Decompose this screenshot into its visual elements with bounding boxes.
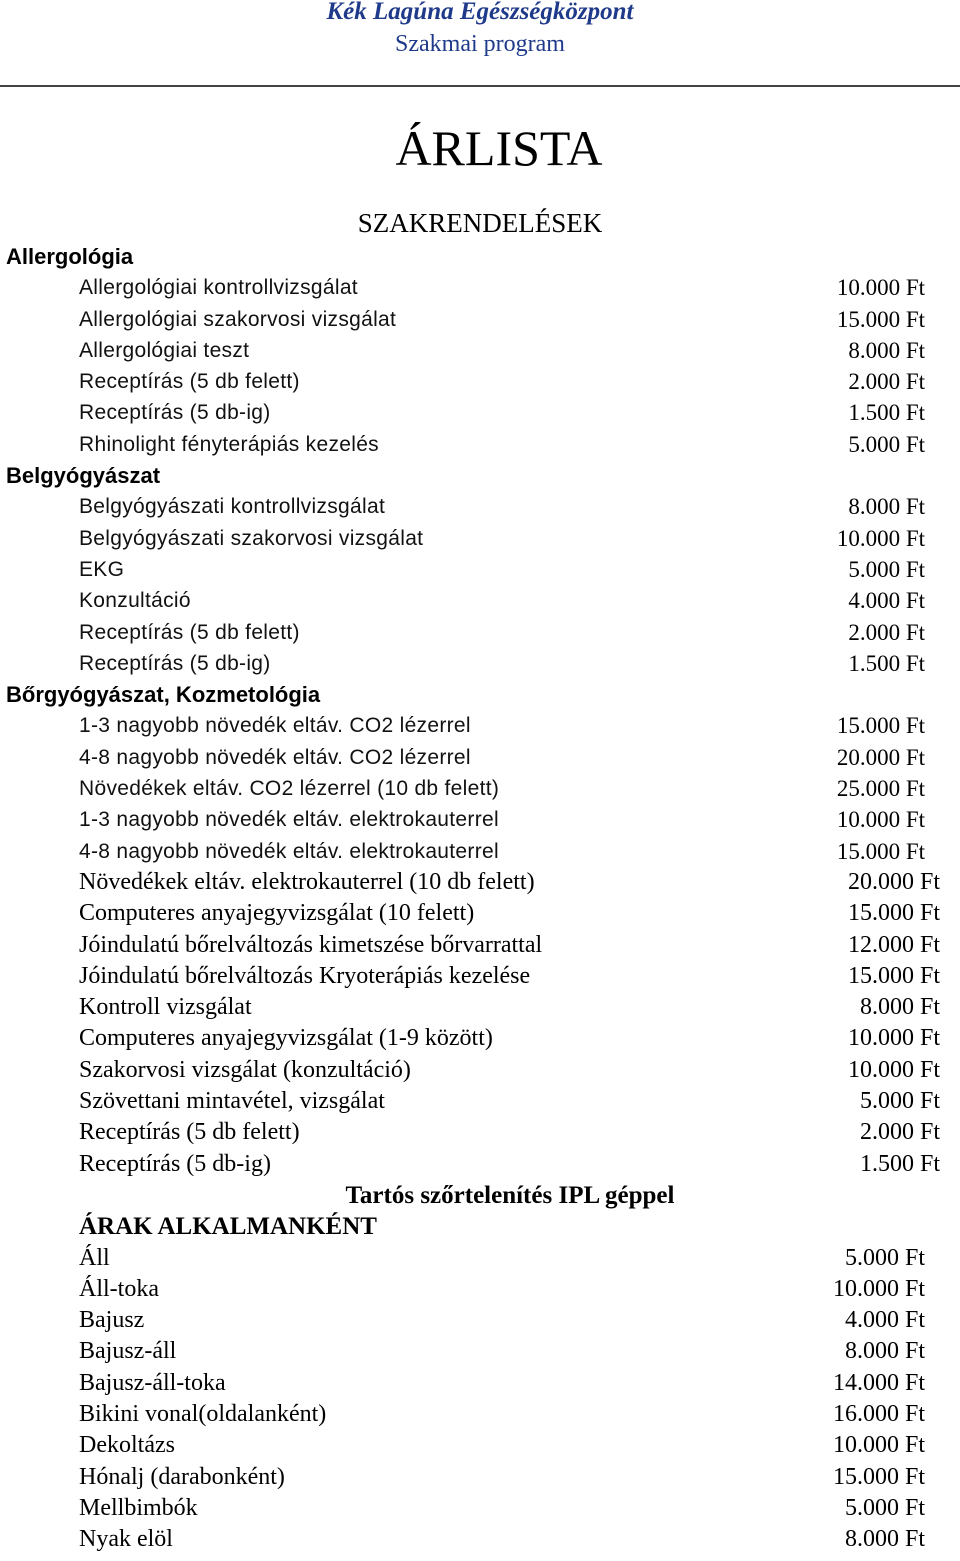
service-name: Receptírás (5 db-ig) (79, 651, 271, 675)
service-price: 10.000 Ft (832, 1432, 925, 1459)
price-row (0, 930, 960, 961)
organization-name: Kék Lagúna Egészségközpont (326, 0, 634, 25)
service-name: 4-8 nagyobb növedék eltáv. CO2 lézerrel (79, 745, 471, 769)
service-name: Computeres anyajegyvizsgálat (10 felett) (79, 900, 475, 927)
service-name: Receptírás (5 db felett) (79, 620, 300, 644)
service-price: 25.000 Ft (836, 776, 925, 802)
price-row (0, 1493, 960, 1524)
program-name: Szakmai program (395, 31, 565, 57)
price-row (0, 1399, 960, 1430)
service-name: 4-8 nagyobb növedék eltáv. elektrokauterrel (79, 839, 499, 863)
service-name: Kontroll vizsgálat (79, 994, 252, 1021)
service-name: Computeres anyajegyvizsgálat (1-9 között) (79, 1025, 493, 1052)
category-name: Allergológia (6, 244, 134, 269)
service-name: Mellbimbók (79, 1494, 198, 1521)
service-price: 2.000 Ft (848, 369, 925, 395)
price-row (0, 1430, 960, 1461)
service-name: Hónalj (darabonként) (79, 1463, 285, 1490)
price-row (0, 1117, 960, 1148)
service-name: 1-3 nagyobb növedék eltáv. elektrokauterrel (79, 808, 499, 832)
document-header (0, 0, 960, 59)
service-name: EKG (79, 557, 125, 581)
service-price: 20.000 Ft (847, 868, 940, 895)
service-price: 1.500 Ft (859, 1150, 940, 1177)
price-row (0, 961, 960, 992)
service-name: Jóindulatú bőrelváltozás Kryoterápiás kezelése (79, 962, 531, 989)
service-name: Bajusz-áll (79, 1338, 177, 1365)
service-price: 10.000 Ft (847, 1056, 940, 1083)
price-row (0, 1305, 960, 1336)
service-name: Dekoltázs (79, 1432, 175, 1459)
header-divider (0, 85, 960, 87)
price-row (0, 1243, 960, 1274)
service-name: Bajusz-áll-toka (79, 1369, 226, 1396)
service-name: Rhinolight fényterápiás kezelés (79, 432, 379, 456)
service-price: 10.000 Ft (836, 525, 925, 551)
price-row (0, 304, 960, 335)
service-price: 5.000 Ft (848, 556, 925, 582)
price-row (0, 1524, 960, 1555)
service-price: 10.000 Ft (847, 1025, 940, 1052)
page-title: ÁRLISTA (395, 120, 603, 176)
service-price: 2.000 Ft (848, 619, 925, 645)
service-price: 14.000 Ft (832, 1369, 925, 1396)
service-price: 10.000 Ft (832, 1275, 925, 1302)
price-row (0, 648, 960, 679)
service-price: 8.000 Ft (844, 1526, 925, 1553)
service-name: Receptírás (5 db felett) (79, 370, 300, 394)
service-price: 15.000 Ft (847, 962, 940, 989)
price-row (0, 867, 960, 898)
category-heading (0, 241, 960, 272)
service-name: Növedékek eltáv. CO2 lézerrel (10 db felett) (79, 777, 500, 801)
category-heading (0, 1211, 960, 1242)
service-name: Növedékek eltáv. elektrokauterrel (10 db felett) (79, 868, 535, 895)
category-name: ÁRAK ALKALMANKÉNT (79, 1213, 377, 1241)
price-row (0, 1368, 960, 1399)
category-heading (0, 1180, 960, 1211)
price-row (0, 773, 960, 804)
price-row (0, 523, 960, 554)
service-price: 4.000 Ft (848, 588, 925, 614)
service-price: 15.000 Ft (847, 900, 940, 927)
service-price: 20.000 Ft (836, 744, 925, 770)
price-row (0, 992, 960, 1023)
category-heading (0, 679, 960, 710)
price-row (0, 1149, 960, 1180)
price-row (0, 1086, 960, 1117)
price-row (0, 554, 960, 585)
price-row (0, 804, 960, 835)
service-price: 1.500 Ft (848, 400, 925, 426)
service-name: Receptírás (5 db felett) (79, 1119, 300, 1146)
service-price: 15.000 Ft (832, 1463, 925, 1490)
service-name: Áll (79, 1244, 110, 1271)
price-row (0, 272, 960, 303)
service-price: 10.000 Ft (836, 275, 925, 301)
service-name: Szövettani mintavétel, vizsgálat (79, 1088, 385, 1115)
price-row (0, 429, 960, 460)
service-name: Allergológiai szakorvosi vizsgálat (79, 307, 397, 331)
price-row (0, 335, 960, 366)
service-price: 16.000 Ft (832, 1400, 925, 1427)
service-price: 5.000 Ft (859, 1088, 940, 1115)
category-name: Belgyógyászat (6, 463, 161, 489)
price-row (0, 1055, 960, 1086)
service-name: Receptírás (5 db-ig) (79, 401, 271, 425)
service-name: Szakorvosi vizsgálat (konzultáció) (79, 1056, 411, 1083)
price-row (0, 836, 960, 867)
service-name: Allergológiai teszt (79, 338, 250, 362)
service-price: 5.000 Ft (844, 1244, 925, 1271)
service-name: 1-3 nagyobb növedék eltáv. CO2 lézerrel (79, 714, 471, 738)
service-price: 2.000 Ft (859, 1119, 940, 1146)
price-row (0, 491, 960, 522)
service-name: Konzultáció (79, 589, 191, 613)
service-name: Nyak elöl (79, 1526, 173, 1553)
service-price: 8.000 Ft (848, 337, 925, 363)
price-row (0, 1462, 960, 1493)
service-price: 8.000 Ft (844, 1338, 925, 1365)
price-row (0, 898, 960, 929)
service-name: Receptírás (5 db-ig) (79, 1150, 271, 1177)
service-name: Allergológiai kontrollvizsgálat (79, 276, 358, 300)
price-row (0, 585, 960, 616)
category-name: Tartós szőrtelenítés IPL géppel (345, 1181, 675, 1209)
service-price: 4.000 Ft (844, 1307, 925, 1334)
service-price: 1.500 Ft (848, 650, 925, 676)
service-name: Áll-toka (79, 1275, 159, 1302)
service-price: 15.000 Ft (836, 838, 925, 864)
price-row (0, 1274, 960, 1305)
service-price: 12.000 Ft (847, 931, 940, 958)
service-price: 8.000 Ft (859, 994, 940, 1021)
price-list (0, 241, 960, 1555)
price-row (0, 1023, 960, 1054)
section-title: SZAKRENDELÉSEK (357, 208, 603, 238)
price-row (0, 710, 960, 741)
price-row (0, 1336, 960, 1367)
category-name: Bőrgyógyászat, Kozmetológia (6, 682, 321, 708)
price-row (0, 397, 960, 428)
service-name: Bajusz (79, 1307, 145, 1334)
service-name: Belgyógyászati kontrollvizsgálat (79, 495, 386, 519)
price-row (0, 742, 960, 773)
service-name: Belgyógyászati szakorvosi vizsgálat (79, 526, 424, 550)
service-name: Bikini vonal(oldalanként) (79, 1400, 327, 1427)
service-name: Jóindulatú bőrelváltozás kimetszése bőrvarrattal (79, 931, 543, 958)
service-price: 15.000 Ft (836, 306, 925, 332)
service-price: 8.000 Ft (848, 494, 925, 520)
service-price: 5.000 Ft (844, 1494, 925, 1521)
service-price: 10.000 Ft (836, 807, 925, 833)
price-row (0, 617, 960, 648)
category-heading (0, 460, 960, 491)
price-row (0, 366, 960, 397)
service-price: 5.000 Ft (848, 431, 925, 457)
service-price: 15.000 Ft (836, 713, 925, 739)
